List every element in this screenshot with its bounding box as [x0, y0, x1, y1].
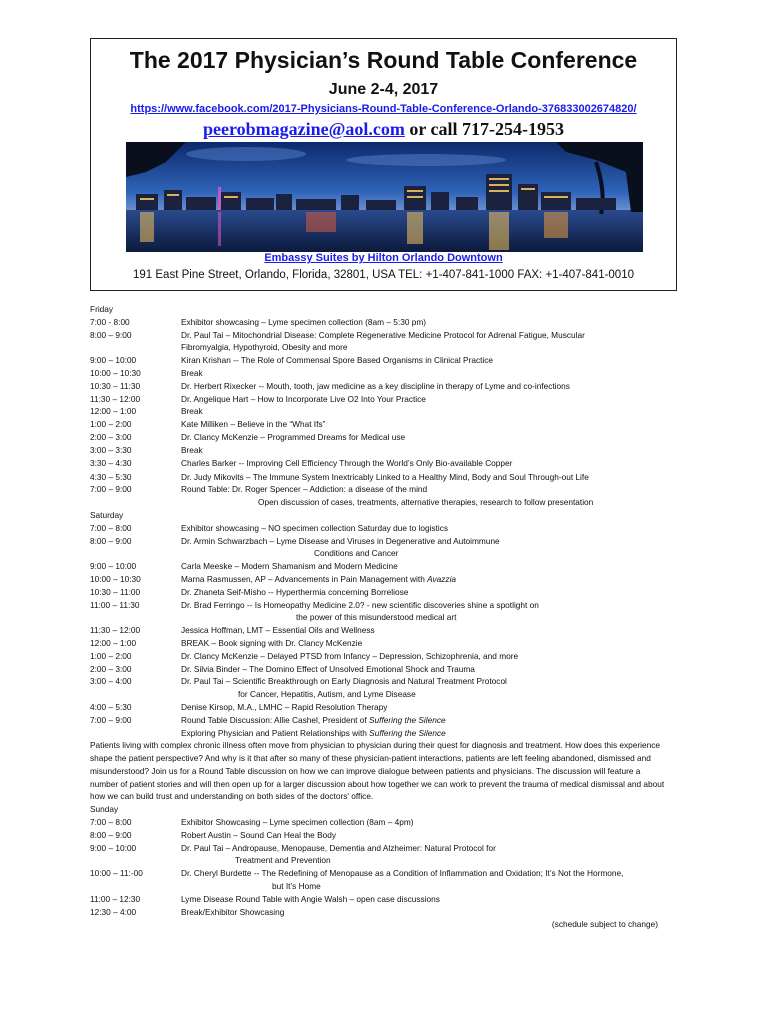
session-text: Dr. Silvia Binder – The Domino Effect of Unsolved Emotional Shock and Trauma [181, 663, 475, 674]
schedule-row [90, 496, 690, 509]
session-text: Dr. Paul Tai – Scientific Breakthrough on Early Diagnosis and Natural Treatment Protocol [181, 676, 507, 687]
session-text: Dr. Zhaneta Seif-Misho -- Hyperthermia concerning Borreliose [181, 586, 409, 597]
schedule-note: (schedule subject to change) [551, 919, 658, 930]
session-title [181, 329, 585, 342]
schedule-row [90, 906, 690, 919]
session-text: Dr. Armin Schwarzbach – Lyme Disease and Viruses in Degenerative and Autoimmune [181, 535, 500, 546]
session-title [235, 854, 331, 867]
session-time: 10:00 – 10:30 [90, 573, 141, 584]
session-text: Lyme Disease Round Table with Angie Walsh – open case discussions [181, 893, 440, 904]
schedule-row [90, 624, 690, 637]
session-text: Round Table Discussion: Allie Cashel, President of [181, 714, 370, 725]
session-time: 3:00 – 3:30 [90, 444, 132, 455]
session-text: Fibromyalgia, Hypothyroid, Obesity and more [181, 342, 348, 353]
session-time: 8:00 – 9:00 [90, 829, 132, 840]
session-title [181, 535, 500, 548]
day-heading-friday: Friday [90, 304, 114, 314]
saturday-schedule [90, 522, 690, 740]
session-title [238, 688, 416, 701]
session-time: 8:00 – 9:00 [90, 535, 132, 546]
schedule-row [90, 675, 690, 688]
schedule-row [90, 573, 690, 586]
session-time: 1:00 – 2:00 [90, 650, 132, 661]
session-text: Conditions and Cancer [314, 548, 399, 559]
schedule-row [90, 854, 690, 867]
session-title [181, 316, 426, 329]
contact-line [91, 119, 676, 140]
session-text: Carla Meeske – Modern Shamanism and Modern Medicine [181, 561, 398, 572]
session-text: Marna Rasmussen, AP – Advancements in Pain Management with [181, 573, 428, 584]
session-text: Dr. Clancy McKenzie – Programmed Dreams for Medical use [181, 431, 406, 442]
session-title [272, 880, 321, 893]
schedule-row [90, 893, 690, 906]
session-title [181, 727, 446, 740]
session-text: Dr. Cheryl Burdette -- The Redefining of Menopause as a Condition of Inflammation and Oxidation; It’s Not the Hormone, [181, 868, 624, 879]
session-text: BREAK – Book signing with Dr. Clancy McKenzie [181, 637, 363, 648]
schedule-row [90, 816, 690, 829]
session-title [181, 341, 347, 354]
schedule-row [90, 637, 690, 650]
session-title [181, 457, 512, 470]
session-time: 12:00 – 1:00 [90, 637, 137, 648]
schedule-row [90, 405, 690, 418]
session-text: Break [181, 367, 203, 378]
schedule-row [90, 471, 690, 484]
session-time: 1:00 – 2:00 [90, 419, 132, 430]
session-text: Exhibitor Showcasing – Lyme specimen collection (8am – 4pm) [181, 817, 414, 828]
session-time: 7:00 – 9:00 [90, 484, 132, 495]
session-title [181, 893, 440, 906]
schedule-row [90, 393, 690, 406]
session-time: 11:30 – 12:00 [90, 625, 141, 636]
call-text: or call 717-254-1953 [404, 119, 565, 139]
session-time: 7:00 - 8:00 [90, 316, 130, 327]
session-text: Dr. Paul Tai – Mitochondrial Disease: Complete Regenerative Medicine Protocol for Adrenal Fatigue, Muscular [181, 329, 585, 340]
session-title [181, 483, 427, 496]
session-title [181, 522, 448, 535]
schedule-row [90, 560, 690, 573]
round-table-description: Patients living with complex chronic illness often move from physician to physician during their quest for diagnosis and treatment. How does this experience shape the patient perspective? And why is it that after so many of these physician-patient interactions, patients are left feeling abandoned, dismissed and misunderstood? Join us for a Round Table discussion on how we can improve dialogue between patients and physicians. The discussion will feature a number of patient stories and will then open up for a larger discussion about how together we can work to prevent the trauma of medical dismissal and about how we can build trust and understanding on both sides of the doctors' office. [90, 740, 665, 802]
venue-address: 191 East Pine Street, Orlando, Florida, 32801, USA TEL: +1-407-841-1000 FAX: +1-407-841-0010 [133, 269, 634, 281]
schedule-row [90, 688, 690, 701]
schedule-row [90, 380, 690, 393]
session-title [181, 816, 414, 829]
session-time: 11:30 – 12:00 [90, 393, 141, 404]
skyline-illustration [126, 142, 643, 252]
email-link[interactable]: peerobmagazine@aol.com [202, 119, 405, 139]
session-text: but It’s Home [272, 881, 321, 892]
session-title [181, 405, 203, 418]
schedule-row [90, 483, 690, 496]
session-title [181, 471, 589, 484]
session-text: Robert Austin – Sound Can Heal the Body [181, 829, 336, 840]
session-text: Exploring Physician and Patient Relationships with [181, 727, 370, 738]
session-title [296, 611, 457, 624]
session-title [181, 650, 518, 663]
session-italic-text: Avazzia [427, 573, 457, 584]
session-title [181, 906, 284, 919]
session-text: for Cancer, Hepatitis, Autism, and Lyme Disease [238, 689, 416, 700]
session-text: Exhibitor showcasing – NO specimen collection Saturday due to logistics [181, 522, 449, 533]
schedule-row [90, 880, 690, 893]
session-text: Dr. Paul Tai – Andropause, Menopause, Dementia and Alzheimer: Natural Protocol for [181, 842, 496, 853]
friday-schedule [90, 316, 690, 509]
session-text: Charles Barker -- Improving Cell Efficiency Through the World’s Only Bio-available Copper [181, 457, 513, 468]
session-text: Dr. Herbert Rixecker -- Mouth, tooth, jaw medicine as a key discipline in therapy of Lyme and co-infections [181, 380, 570, 391]
session-time: 2:00 – 3:00 [90, 663, 132, 674]
session-title [181, 637, 362, 650]
session-text: Break [181, 444, 203, 455]
schedule-row [90, 341, 690, 354]
session-title [181, 367, 203, 380]
session-title [181, 573, 456, 586]
schedule-row [90, 547, 690, 560]
session-italic-text: Suffering the Silence [369, 714, 446, 725]
session-time: 9:00 – 10:00 [90, 561, 137, 572]
venue-link[interactable]: Embassy Suites by Hilton Orlando Downtown [264, 252, 503, 264]
session-time: 2:00 – 3:00 [90, 431, 132, 442]
day-heading-saturday: Saturday [90, 509, 124, 520]
schedule-row [90, 611, 690, 624]
session-title [181, 393, 426, 406]
session-text: Dr. Angelique Hart – How to Incorporate Live O2 Into Your Practice [181, 393, 426, 404]
session-italic-text: Suffering the Silence [369, 727, 446, 738]
session-text: Denise Kirsop, M.A., LMHC – Rapid Resolution Therapy [181, 701, 388, 712]
session-text: the power of this misunderstood medical art [296, 612, 457, 623]
session-time: 10:30 – 11:00 [90, 586, 141, 597]
day-heading-sunday: Sunday [90, 804, 119, 815]
session-title [181, 418, 325, 431]
schedule-row [90, 367, 690, 380]
session-text: Kiran Krishan -- The Role of Commensal Spore Based Organisms in Clinical Practice [181, 355, 494, 366]
schedule-row [90, 586, 690, 599]
session-text: Break/Exhibitor Showcasing [181, 906, 285, 917]
session-time: 7:00 – 8:00 [90, 817, 132, 828]
session-time: 10:00 – 10:30 [90, 367, 141, 378]
conference-dates: June 2-4, 2017 [328, 81, 439, 98]
session-text: Break [181, 406, 203, 417]
session-text: Kate Milliken – Believe in the “What Ifs” [181, 419, 326, 430]
session-title [181, 624, 375, 637]
session-time: 11:00 – 12:30 [90, 893, 141, 904]
session-text: Round Table: Dr. Roger Spencer – Addiction: a disease of the mind [181, 484, 428, 495]
schedule-row [90, 727, 690, 740]
session-title [181, 431, 405, 444]
session-title [181, 354, 493, 367]
session-time: 10:00 – 11:-00 [90, 868, 143, 879]
session-time: 8:00 – 9:00 [90, 329, 132, 340]
schedule-row [90, 867, 690, 880]
header-box [90, 38, 677, 291]
session-title [181, 586, 408, 599]
session-time: 4:30 – 5:30 [90, 471, 132, 482]
page-title: The 2017 Physician’s Round Table Conference [129, 47, 638, 73]
sunday-schedule [90, 816, 690, 918]
schedule-row [90, 522, 690, 535]
session-title [181, 867, 623, 880]
session-time: 7:00 – 8:00 [90, 522, 132, 533]
schedule-row [90, 663, 690, 676]
session-title [181, 842, 496, 855]
session-text: Jessica Hoffman, LMT – Essential Oils and Wellness [181, 625, 375, 636]
schedule-row [90, 535, 690, 548]
schedule-row [90, 444, 690, 457]
session-text: Dr. Judy Mikovits – The Immune System Inextricably Linked to a Healthy Mind, Body and Soul Through-out Life [181, 471, 589, 482]
session-time: 12:00 – 1:00 [90, 406, 137, 417]
schedule-row [90, 714, 690, 727]
session-title [314, 547, 398, 560]
session-time: 10:30 – 11:30 [90, 380, 141, 391]
session-text: Dr. Clancy McKenzie – Delayed PTSD from Infancy – Depression, Schizophrenia, and more [181, 650, 519, 661]
orlando-skyline-photo [126, 142, 643, 252]
schedule-row [90, 842, 690, 855]
session-time: 4:00 – 5:30 [90, 701, 132, 712]
session-text: Exhibitor showcasing – Lyme specimen collection (8am – 5:30 pm) [181, 316, 427, 327]
schedule-row [90, 457, 690, 471]
schedule-row [90, 316, 690, 329]
session-title [181, 701, 387, 714]
session-title [181, 599, 539, 612]
session-time: 11:00 – 11:30 [90, 599, 140, 610]
session-text: Open discussion of cases, treatments, alternative therapies, research to follow presentation [258, 497, 594, 508]
session-title [181, 829, 336, 842]
schedule-row [90, 650, 690, 663]
facebook-link[interactable]: https://www.facebook.com/2017-Physicians-Round-Table-Conference-Orlando-376833002674820/ [130, 103, 637, 115]
session-time: 3:30 – 4:30 [90, 457, 132, 468]
session-time: 9:00 – 10:00 [90, 842, 137, 853]
session-title [181, 444, 203, 457]
session-time: 12:30 – 4:00 [90, 906, 137, 917]
session-title [181, 560, 398, 573]
session-title [181, 380, 570, 393]
session-title [258, 496, 593, 509]
session-time: 3:00 – 4:00 [90, 676, 132, 687]
session-title [181, 663, 475, 676]
session-title [181, 714, 446, 727]
schedule-row [90, 431, 690, 444]
schedule-row [90, 701, 690, 714]
schedule-row [90, 829, 690, 842]
session-time: 9:00 – 10:00 [90, 355, 137, 366]
schedule-row [90, 354, 690, 367]
session-text: Dr. Brad Ferringo -- Is Homeopathy Medicine 2.0? - new scientific discoveries shine a spotlight on [181, 599, 539, 610]
schedule-row [90, 418, 690, 431]
session-time: 7:00 – 9:00 [90, 714, 132, 725]
session-text: Treatment and Prevention [235, 855, 331, 866]
schedule-row [90, 329, 690, 342]
session-title [181, 675, 507, 688]
schedule-row [90, 599, 690, 612]
schedule [90, 303, 690, 931]
